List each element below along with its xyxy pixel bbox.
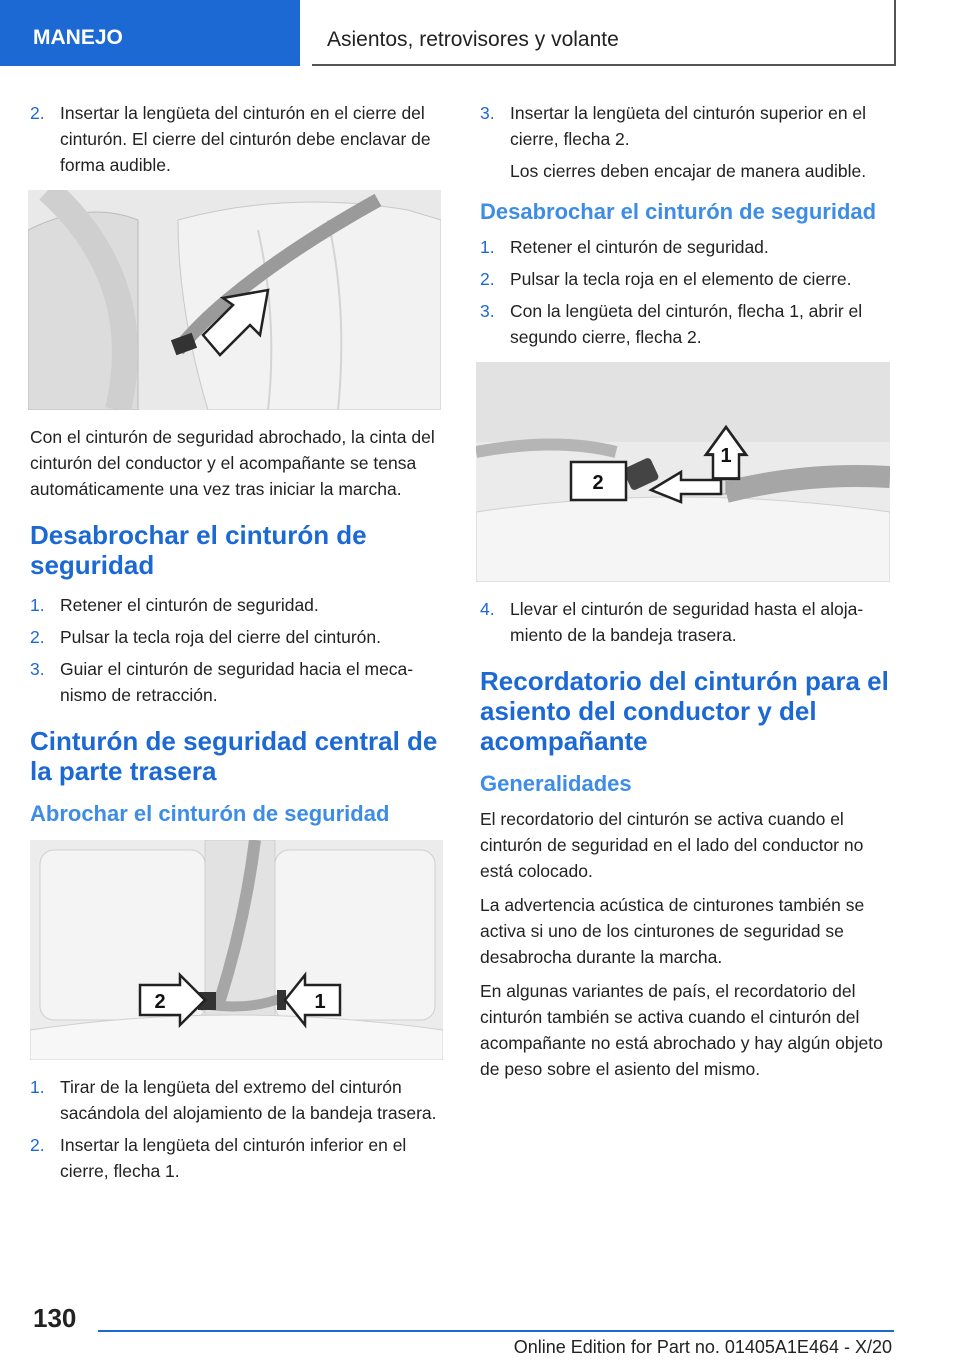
step-note: Los cierres deben encajar de manera audible. [510,161,867,181]
chapter-header [312,0,896,66]
step-item [30,100,445,178]
step-number: 1. [480,237,495,257]
heading-center-belt: Cinturón de seguridad central de la parte trasera [30,726,438,786]
step-text: Retener el cinturón de seguridad. [60,595,319,615]
figure-label: 1 [720,445,732,467]
section-title: MANEJO [33,26,123,49]
step-item [480,596,898,648]
step-item [480,298,898,350]
figure-rear-center-belt [30,840,443,1060]
step-number: 3. [480,301,495,321]
step-text: Retener el cinturón de seguridad. [510,237,769,257]
paragraph: En algunas variantes de país, el recordatorio del cinturón también se activa cuando el cinturón del acompañante no está abrochado y hay algún objeto de peso sobre el asiento del mismo. [480,981,883,1079]
step-number: 2. [30,1135,45,1155]
subheading-general: Generalidades [480,771,632,796]
paragraph: La advertencia acústica de cinturones también se activa si uno de los cinturones de seguridad se desabrocha durante la marcha. [480,895,865,967]
step-item [30,592,445,618]
step-item [30,656,445,708]
right-column [480,100,898,1090]
left-column [30,100,445,1190]
edition-note: Online Edition for Part no. 01405A1E464 - X/20 [513,1337,892,1357]
section-tab [0,0,300,66]
figure-label: 2 [154,991,166,1013]
chapter-title: Asientos, retrovisores y volante [327,28,619,51]
heading-unbuckle: Desabrochar el cinturón de seguridad [30,520,367,580]
step-text: Guiar el cinturón de seguridad hacia el mecanismo de retracción. [60,659,414,705]
step-item [480,234,898,260]
step-number: 2. [30,103,45,123]
step-item [480,100,898,152]
step-text: Insertar la lengüeta del cinturón inferior en el cierre, flecha 1. [60,1135,407,1181]
step-number: 1. [30,1077,45,1097]
paragraph: Con el cinturón de seguridad abrochado, la cinta del cinturón del conductor y el acompañante se tensa automáticamente una vez tras iniciar la marcha. [30,427,435,499]
step-text: Tirar de la lengüeta del extremo del cinturón sacándola del alojamiento de la bandeja trasera. [60,1077,437,1123]
step-number: 2. [30,627,45,647]
subheading-buckle: Abrochar el cinturón de seguridad [30,801,390,826]
footer-divider [98,1330,894,1332]
step-item [30,1132,445,1184]
step-number: 1. [30,595,45,615]
step-text: Con la lengüeta del cinturón, flecha 1, abrir el segundo cierre, flecha 2. [510,301,863,347]
step-text: Insertar la lengüeta del cinturón superior en el cierre, flecha 2. [510,103,867,149]
step-text: Insertar la lengüeta del cinturón en el cierre del cinturón. El cierre del cinturón debe enclavar de forma audible. [60,103,431,175]
step-text: Llevar el cinturón de seguridad hasta el alojamiento de la bandeja trasera. [510,599,864,645]
paragraph: El recordatorio del cinturón se activa cuando el cinturón de seguridad en el lado del conductor no está colocado. [480,809,864,881]
figure-label: 1 [314,991,326,1013]
figure-rear-belt-unlock [476,362,890,582]
step-number: 3. [480,103,495,123]
step-number: 3. [30,659,45,679]
heading-belt-reminder: Recordatorio del cinturón para el asiento del conductor y del acompañante [480,666,889,756]
step-number: 4. [480,599,495,619]
page-number: 130 [33,1303,77,1333]
step-number: 2. [480,269,495,289]
figure-label: 2 [592,472,604,494]
step-text: Pulsar la tecla roja en el elemento de cierre. [510,269,852,289]
step-item [480,266,898,292]
subheading-unbuckle: Desabrochar el cinturón de seguridad [480,199,877,224]
figure-front-seat-belt [28,190,441,410]
step-text: Pulsar la tecla roja del cierre del cinturón. [60,627,381,647]
step-item [30,624,445,650]
step-item [30,1074,445,1126]
